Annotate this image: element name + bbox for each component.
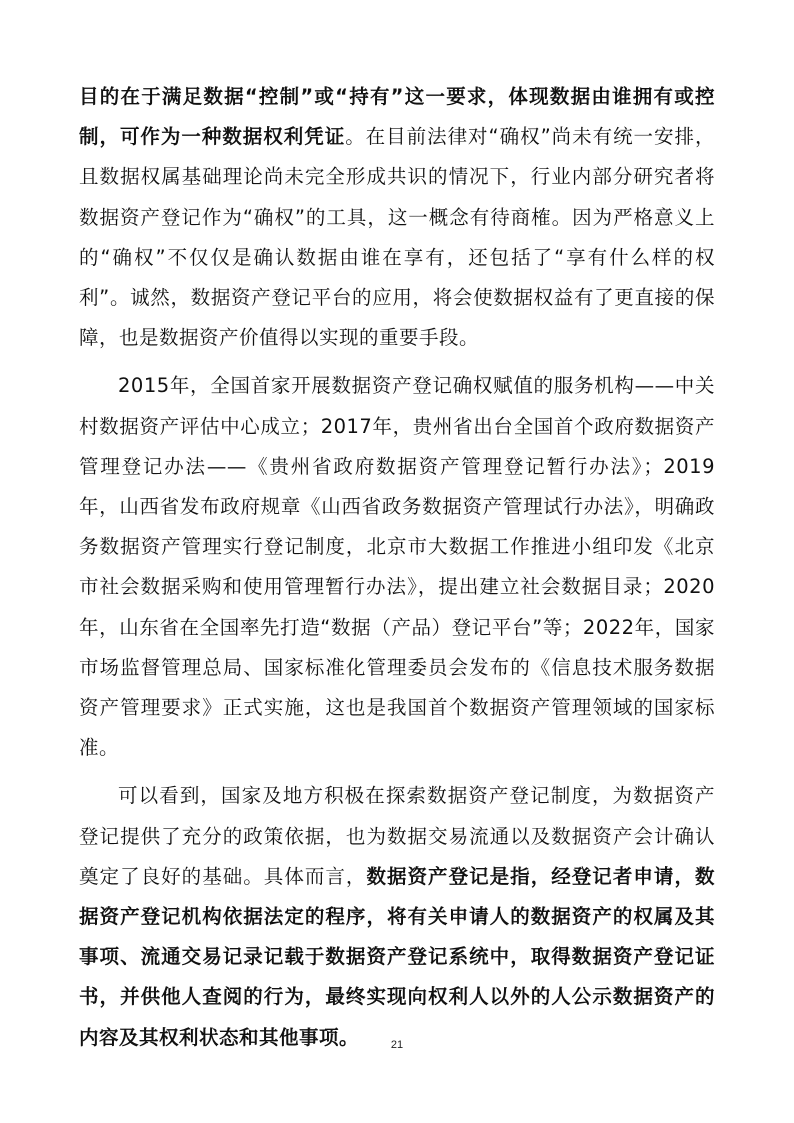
paragraph-3 bbox=[79, 776, 715, 1057]
page-number: 21 bbox=[390, 1039, 404, 1051]
paragraph-1 bbox=[79, 77, 715, 358]
paragraph-3-bold-run: 数据资产登记是指，经登记者申请，数据资产登记机构依据法定的程序，将有关申请人的数据资产的权属及其事项、流通交易记录记载于数据资产登记系统中，取得数据资产登记证书，并供他人查阅的行为，最终实现向权利人以外的人公示数据资产的内容及其权利状态和其他事项。 bbox=[79, 864, 715, 1049]
document-body bbox=[79, 77, 715, 1066]
paragraph-1-text-run: 。在目前法律对“确权”尚未有统一安排，且数据权属基础理论尚未完全形成共识的情况下，行业内部分研究者将数据资产登记作为“确权”的工具，这一概念有待商榷。因为严格意义上的“确权”不仅仅是确认数据由谁在享有，还包括了“享有什么样的权利”。诚然，数据资产登记平台的应用，将会使数据权益有了更直接的保障，也是数据资产价值得以实现的重要手段。 bbox=[79, 125, 715, 350]
paragraph-3-text-run: 可以看到，国家及地方积极在探索数据资产登记制度，为数据资产登记提供了充分的政策依据，也为数据交易流通以及数据资产会计确认奠定了良好的基础。具体而言， bbox=[79, 784, 715, 888]
paragraph-1-bold-run: 目的在于满足数据“控制”或“持有”这一要求，体现数据由谁拥有或控制，可作为一种数据权利凭证 bbox=[79, 85, 715, 149]
paragraph-2 bbox=[79, 366, 715, 768]
paragraph-2-text-run: 2015年，全国首家开展数据资产登记确权赋值的服务机构——中关村数据资产评估中心成立；2017年，贵州省出台全国首个政府数据资产管理登记办法——《贵州省政府数据资产管理登记暂行办法》；2019年，山西省发布政府规章《山西省政务数据资产管理试行办法》，明确政务数据资产管理实行登记制度，北京市大数据工作推进小组印发《北京市社会数据采购和使用管理暂行办法》，提出建立社会数据目录；2020年，山东省在全国率先打造“数据（产品）登记平台”等；2022年，国家市场监督管理总局、国家标准化管理委员会发布的《信息技术服务数据资产管理要求》正式实施，这也是我国首个数据资产管理领域的国家标准。 bbox=[79, 374, 715, 760]
